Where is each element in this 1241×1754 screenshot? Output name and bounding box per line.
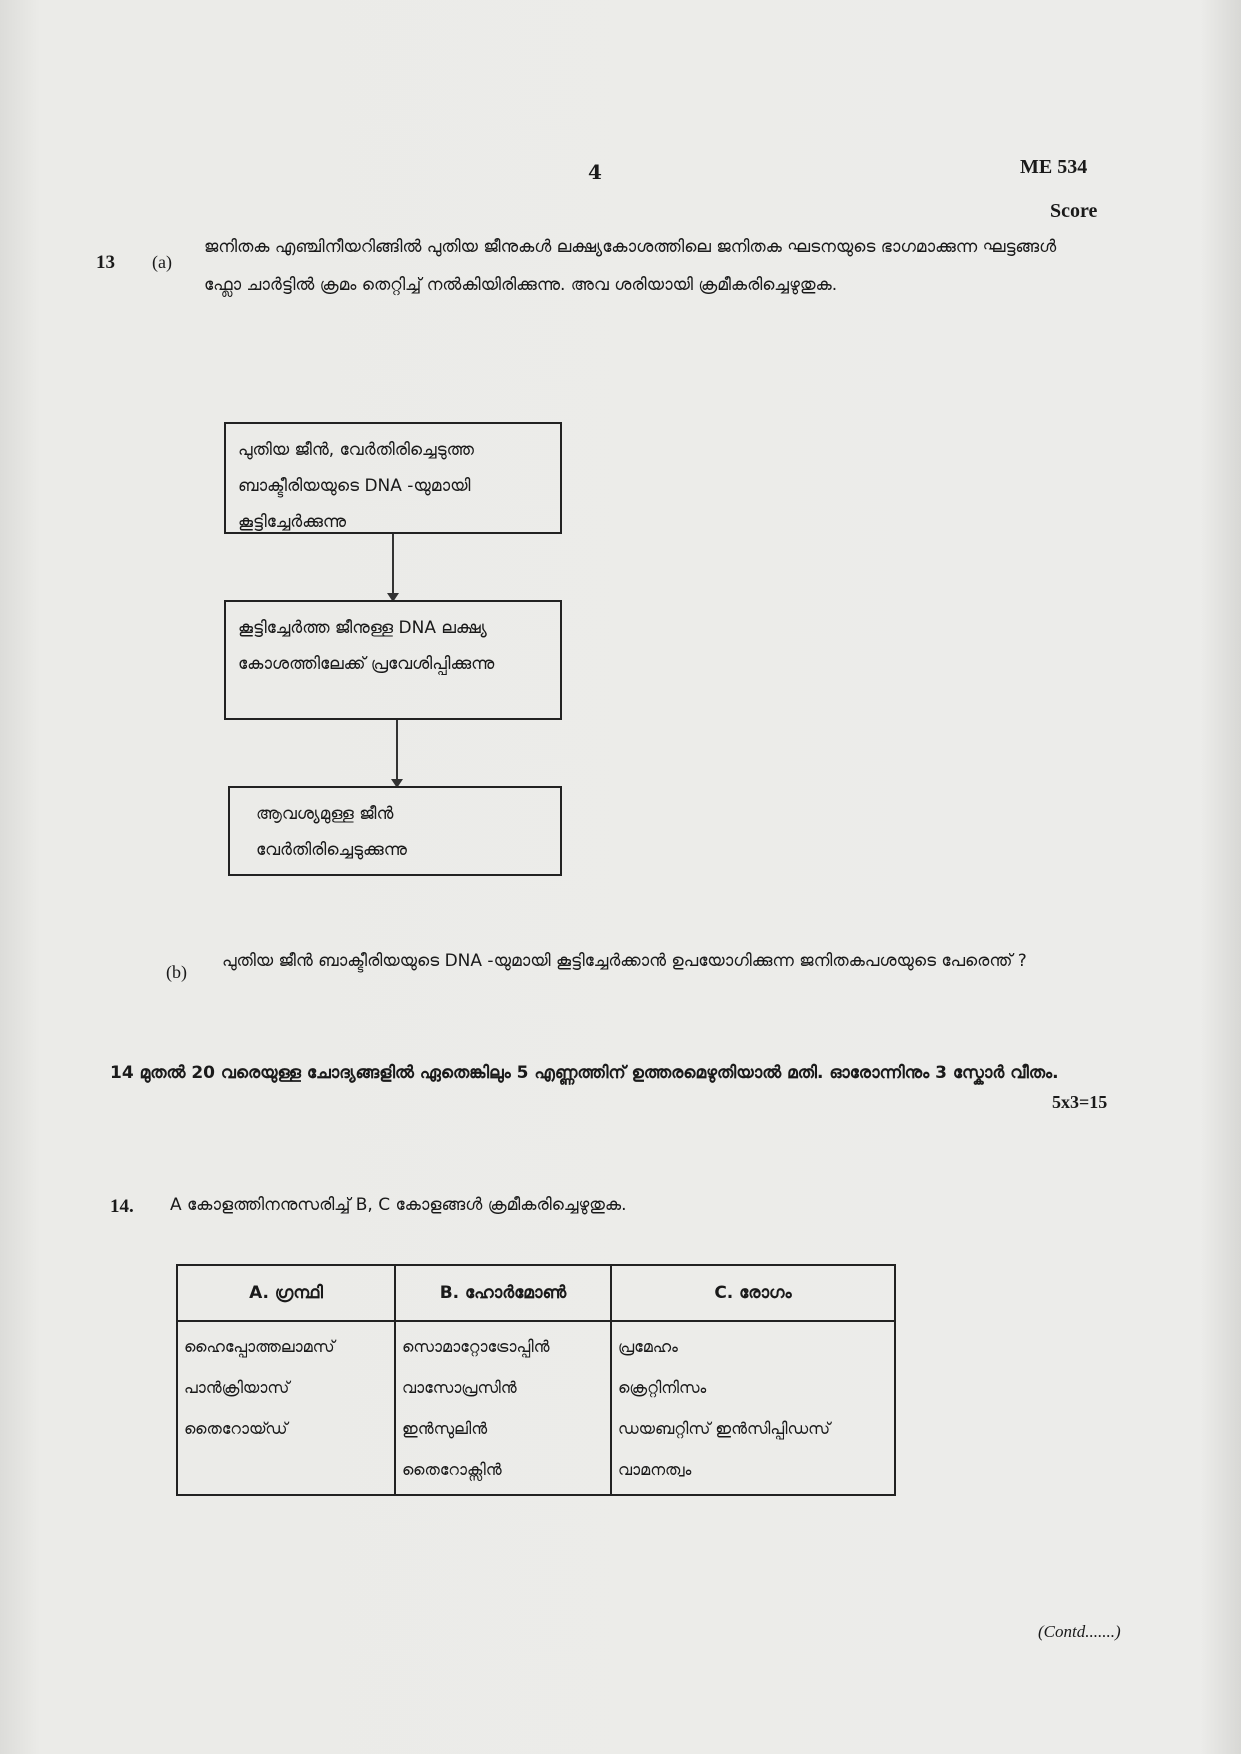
match-table-header-c: C. രോഗം <box>611 1265 895 1321</box>
col-a-item: ഹൈപ്പോത്തലാമസ് <box>184 1337 335 1356</box>
question-14-text: A കോളത്തിനനുസരിച്ച് B, C കോളങ്ങൾ ക്രമീകരിച്ചെഴുതുക. <box>170 1195 627 1215</box>
flow-arrow-1 <box>392 534 394 600</box>
section-marks: 5x3=15 <box>1052 1092 1108 1112</box>
question-14-number: 14. <box>110 1196 134 1217</box>
col-a-item: തൈറോയ്ഡ് <box>184 1419 288 1438</box>
section-instruction: 14 മുതൽ 20 വരെയുള്ള ചോദ്യങ്ങളിൽ ഏതെങ്കിലും 5 എണ്ണത്തിന് ഉത്തരമെഴുതിയാൽ മതി. ഓരോന്നിനും 3 സ്കോർ വീതം. <box>110 1063 1059 1083</box>
col-c-item: ഡയബറ്റിസ് ഇൻസിപ്പിഡസ് <box>618 1419 831 1438</box>
col-b-item: സൊമാറ്റോട്രോപ്പിൻ <box>402 1337 550 1356</box>
flow-arrow-2 <box>396 720 398 786</box>
flow-step-2: കൂട്ടിച്ചേർത്ത ജീനുള്ള DNA ലക്ഷ്യ കോശത്തിലേക്ക് പ്രവേശിപ്പിക്കുന്നു <box>224 600 562 720</box>
col-c-item: പ്രമേഹം <box>618 1337 678 1356</box>
page-number: 4 <box>588 160 602 184</box>
flow-step-3: ആവശ്യമുള്ള ജീൻ വേർതിരിച്ചെടുക്കുന്നു <box>228 786 562 876</box>
col-b-item: തൈറോക്സിൻ <box>402 1460 502 1479</box>
match-table <box>176 1264 896 1496</box>
continued-note: (Contd.......) <box>1038 1622 1121 1641</box>
match-table-col-a <box>177 1321 395 1495</box>
question-13b-text: പുതിയ ജീൻ ബാക്ടീരിയയുടെ DNA -യുമായി കൂട്ടിച്ചേർക്കാൻ ഉപയോഗിക്കുന്ന ജനിതകപശയുടെ പേരെന്ത് ? <box>222 951 1027 971</box>
col-c-item: ക്രെറ്റിനിസം <box>618 1378 707 1397</box>
match-table-col-c <box>611 1321 895 1495</box>
question-13a-label: (a) <box>152 252 172 272</box>
col-a-item: പാൻക്രിയാസ് <box>184 1378 290 1397</box>
match-table-header-b: B. ഹോർമോൺ <box>395 1265 611 1321</box>
flow-step-1: പുതിയ ജീൻ, വേർതിരിച്ചെടുത്ത ബാക്ടീരിയയുടെ DNA -യുമായി കൂട്ടിച്ചേർക്കുന്നു <box>224 422 562 534</box>
question-13a-text: ജനിതക എഞ്ചിനീയറിങ്ങിൽ പുതിയ ജീനുകൾ ലക്ഷ്യകോശത്തിലെ ജനിതക ഘടനയുടെ ഭാഗമാക്കുന്ന ഘട്ടങ്ങൾ ഫ്ലോ ചാർട്ടിൽ ക്രമം തെറ്റിച്ച് നൽകിയിരിക്കുന്നു. അവ ശരിയായി ക്രമീകരിച്ചെഴുതുക. <box>204 237 1057 295</box>
paper-code: ME 534 <box>1020 156 1088 178</box>
question-13-number: 13 <box>96 252 115 273</box>
col-a-item-empty <box>184 1449 388 1490</box>
match-table-col-b <box>395 1321 611 1495</box>
col-b-item: വാസോപ്രസിൻ <box>402 1378 517 1397</box>
match-table-header-a: A. ഗ്രന്ഥി <box>177 1265 395 1321</box>
col-c-item: വാമനത്വം <box>618 1460 692 1479</box>
question-13b-label: (b) <box>166 962 187 982</box>
col-b-item: ഇൻസുലിൻ <box>402 1419 488 1438</box>
score-label: Score <box>1050 200 1098 222</box>
